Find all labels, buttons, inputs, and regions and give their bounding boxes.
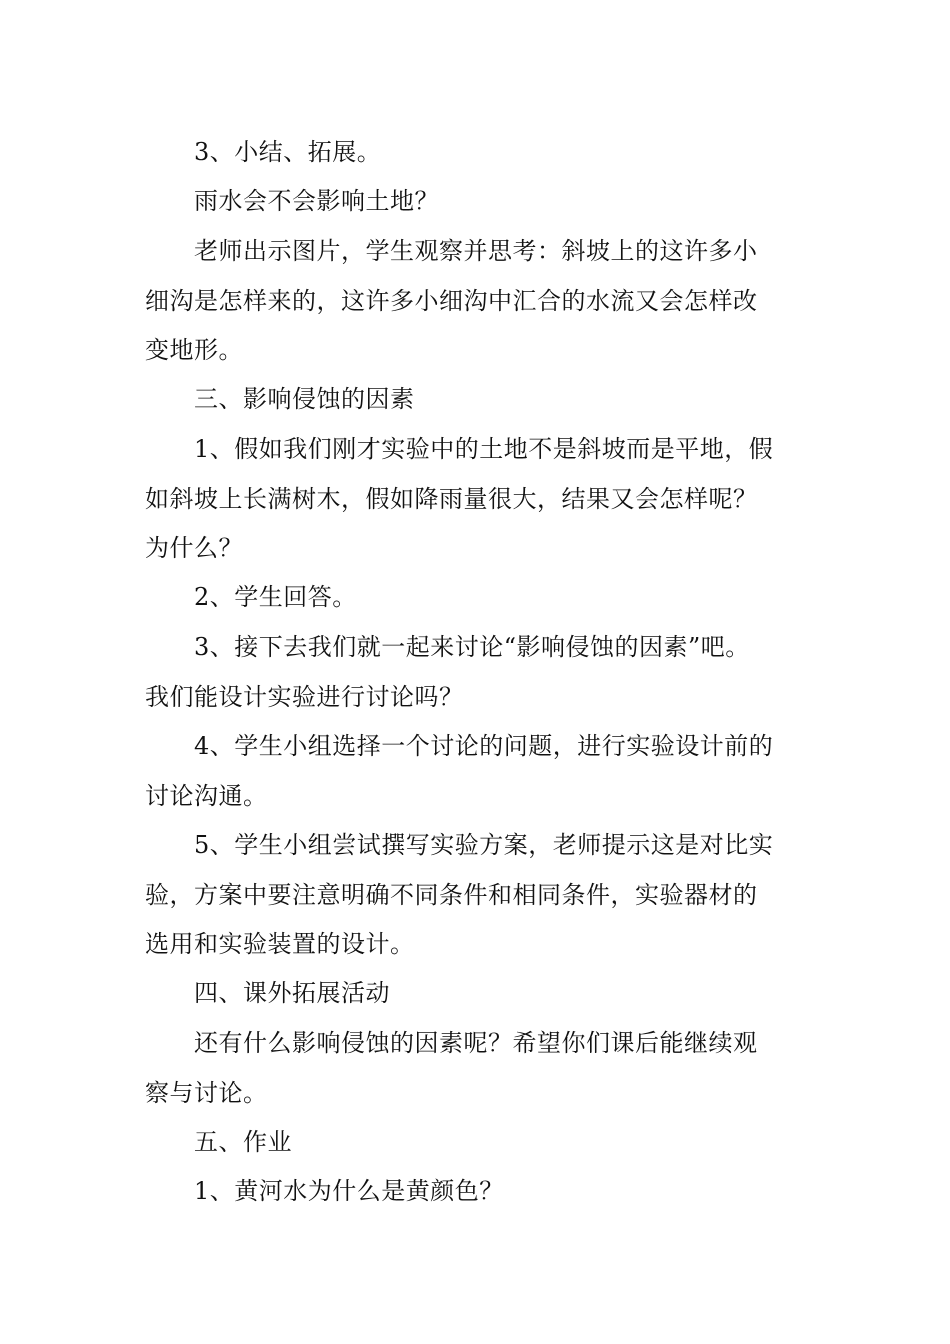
paragraph-other-factors xyxy=(145,1019,810,1118)
paragraph-experiment-plan xyxy=(145,821,810,970)
text-line: 4、学生小组选择一个讨论的问题，进行实验设计前的 xyxy=(145,732,774,760)
text-line: 五、作业 xyxy=(145,1128,292,1156)
text-line: 察与讨论。 xyxy=(145,1078,268,1107)
text-line: 我们能设计实验进行讨论吗？ xyxy=(145,682,464,711)
text-line: 四、课外拓展活动 xyxy=(145,979,390,1007)
text-line: 3、接下去我们就一起来讨论“影响侵蚀的因素”吧。 xyxy=(145,633,750,661)
text-line: 变地形。 xyxy=(145,336,243,364)
text-line: 老师出示图片，学生观察并思考：斜坡上的这许多小 xyxy=(145,237,758,265)
text-line: 3、小结、拓展。 xyxy=(145,138,382,166)
text-line: 2、学生回答。 xyxy=(145,583,357,611)
text-line: 选用和实验装置的设计。 xyxy=(145,930,415,958)
paragraph-students-answer xyxy=(145,573,810,623)
text-line: 雨水会不会影响土地？ xyxy=(145,187,439,215)
section-heading-homework xyxy=(145,1118,810,1168)
paragraph-homework-question xyxy=(145,1167,810,1217)
text-line: 5、学生小组尝试撰写实验方案，老师提示这是对比实 xyxy=(145,831,774,859)
section-heading-erosion-factors xyxy=(145,375,810,425)
text-line: 三、影响侵蚀的因素 xyxy=(145,385,415,413)
text-line: 1、假如我们刚才实验中的土地不是斜坡而是平地，假 xyxy=(145,435,774,463)
paragraph-summary-heading xyxy=(145,128,810,178)
text-line: 还有什么影响侵蚀的因素呢？希望你们课后能继续观 xyxy=(145,1029,758,1057)
text-line: 如斜坡上长满树木，假如降雨量很大，结果又会怎样呢？ xyxy=(145,484,758,513)
text-line: 1、黄河水为什么是黄颜色？ xyxy=(145,1177,504,1205)
text-line: 讨论沟通。 xyxy=(145,781,268,810)
paragraph-rain-question xyxy=(145,177,810,227)
text-line: 细沟是怎样来的，这许多小细沟中汇合的水流又会怎样改 xyxy=(145,286,758,315)
paragraph-discussion xyxy=(145,623,810,722)
paragraph-teacher-shows-picture xyxy=(145,227,810,376)
section-heading-extracurricular xyxy=(145,969,810,1019)
paragraph-group-choose xyxy=(145,722,810,821)
paragraph-hypothesis xyxy=(145,425,810,574)
text-line: 为什么？ xyxy=(145,534,243,562)
text-line: 验，方案中要注意明确不同条件和相同条件，实验器材的 xyxy=(145,880,758,909)
